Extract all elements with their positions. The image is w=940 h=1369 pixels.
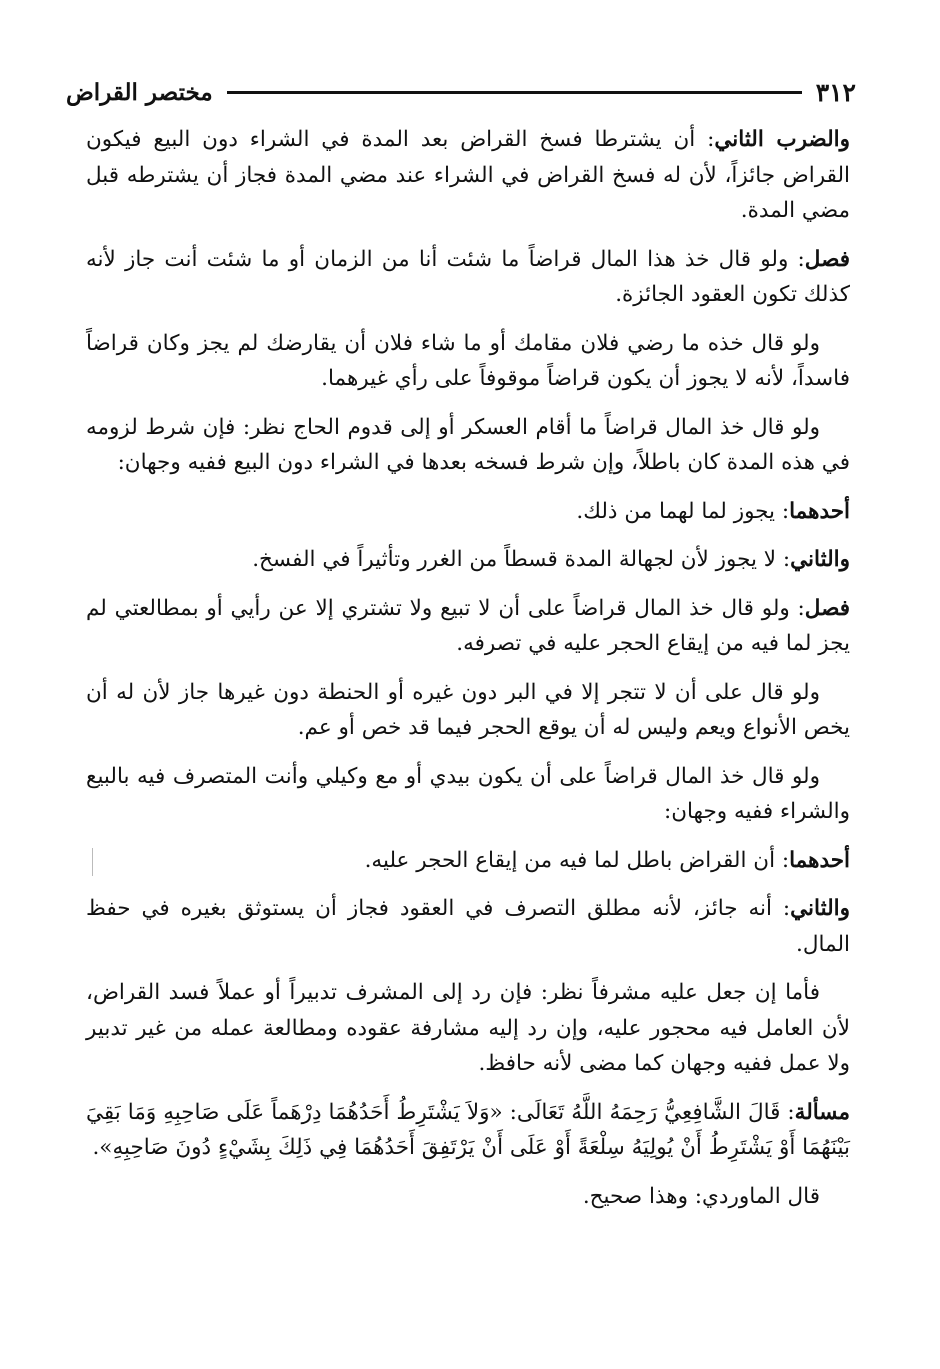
paragraph-text: : ولو قال خذ المال قراضاً على أن لا تبيع ولا تشتري إلا عن رأيي أو بمطالعتي لم يجز لما فيه من إيقاع الحجر عليه في تصرفه. xyxy=(86,595,850,656)
paragraph-text: قال الماوردي: وهذا صحيح. xyxy=(582,1183,820,1209)
paragraph-text: ولو قال خذه ما رضي فلان مقامك أو ما شاء فلان أن يقارضك لم يجز وكان قراضاً فاسداً، لأنه لا يجوز أن يكون قراضاً موقوفاً على رأي غيرهما. xyxy=(86,330,850,391)
paragraph xyxy=(86,122,850,229)
paragraph-text: فأما إن جعل عليه مشرفاً نظر: فإن رد إلى المشرف تدبيراً أو عملاً فسد القراض، لأن العامل فيه محجور عليه، وإن رد إليه مشارفة عقوده ومطالعة عمله من غير تدبير ولا عمل ففيه وجهان كما مضى لأنه حافظ. xyxy=(86,980,850,1076)
paragraph xyxy=(86,326,850,397)
section-marker: فصل xyxy=(804,246,850,272)
paragraph-lead: أحدهما xyxy=(789,498,850,524)
page-body xyxy=(86,122,850,1227)
paragraph-text: ولو قال على أن لا تتجر إلا في البر دون غيره أو الحنطة دون غيرها جاز لأن له أن يخص الأنواع ويعم وليس له أن يوقع الحجر فيما قد خص أو عم. xyxy=(86,679,850,740)
paragraph xyxy=(86,675,850,746)
paragraph xyxy=(86,843,850,879)
paragraph xyxy=(86,1179,850,1215)
paragraph xyxy=(86,242,850,313)
paragraph xyxy=(86,1095,850,1166)
header-rule xyxy=(227,91,802,94)
paragraph xyxy=(86,494,850,530)
section-marker: فصل xyxy=(804,595,850,621)
paragraph xyxy=(86,542,850,578)
paragraph-lead: والضرب الثاني xyxy=(714,127,850,152)
paragraph-lead: والثاني xyxy=(790,547,850,572)
paragraph-lead: أحدهما xyxy=(789,847,850,873)
paragraph xyxy=(86,975,850,1082)
page-number: ٣١٢ xyxy=(815,77,856,107)
scan-mark xyxy=(92,848,93,876)
page-header xyxy=(66,72,856,112)
paragraph-text: : لا يجوز لأن لجهالة المدة قسطاً من الغرر وتأثيراً في الفسخ. xyxy=(252,547,791,572)
paragraph-text: : أنه جائز، لأنه مطلق التصرف في العقود فجاز أن يستوثق بغيره في حفظ المال. xyxy=(86,896,850,957)
issue-marker: مسألة xyxy=(794,1099,850,1125)
paragraph-text: ولو قال خذ المال قراضاً ما أقام العسكر أو إلى قدوم الحاج نظر: فإن شرط لزومه في هذه المدة كان باطلاً، وإن شرط فسخه بعدها في الشراء دون البيع ففيه وجهان: xyxy=(86,414,850,475)
paragraph-text: : قَالَ الشَّافِعِيُّ رَحِمَهُ اللَّهُ تَعَالَى: «وَلاَ يَشْتَرِطُ أَحَدُهُمَا دِرْهَماً عَلَى صَاحِبِهِ وَمَا بَقِيَ بَيْنَهُمَا أَوْ يَشْتَرِطُ أَنْ يُولِيَهُ سِلْعَةً أَوْ عَلَى أَنْ يَرْتَفِقَ أَحَدُهُمَا فِي ذَلِكَ بِشَيْءٍ دُونَ صَاحِبِهِ». xyxy=(86,1099,850,1160)
paragraph xyxy=(86,759,850,830)
paragraph xyxy=(86,891,850,962)
paragraph-text: ولو قال خذ المال قراضاً على أن يكون بيدي أو مع وكيلي وأنت المتصرف فيه بالبيع والشراء ففيه وجهان: xyxy=(86,763,850,824)
paragraph-text: : يجوز لما لهما من ذلك. xyxy=(576,498,790,524)
paragraph-text: : أن القراض باطل لما فيه من إيقاع الحجر عليه. xyxy=(364,847,790,873)
paragraph xyxy=(86,591,850,662)
running-title: مختصر القراض xyxy=(66,78,213,106)
paragraph xyxy=(86,410,850,481)
paragraph-lead: والثاني xyxy=(790,896,850,921)
paragraph-text: : أن يشترطا فسخ القراض بعد المدة في الشراء دون البيع فيكون القراض جائزاً، لأن له فسخ القراض في الشراء عند مضي المدة فجاز أن يشترطه قبل مضي المدة. xyxy=(86,127,850,223)
paragraph-text: : ولو قال خذ هذا المال قراضاً ما شئت أنا من الزمان أو ما شئت أنت جاز لأنه كذلك تكون العقود الجائزة. xyxy=(86,246,850,307)
